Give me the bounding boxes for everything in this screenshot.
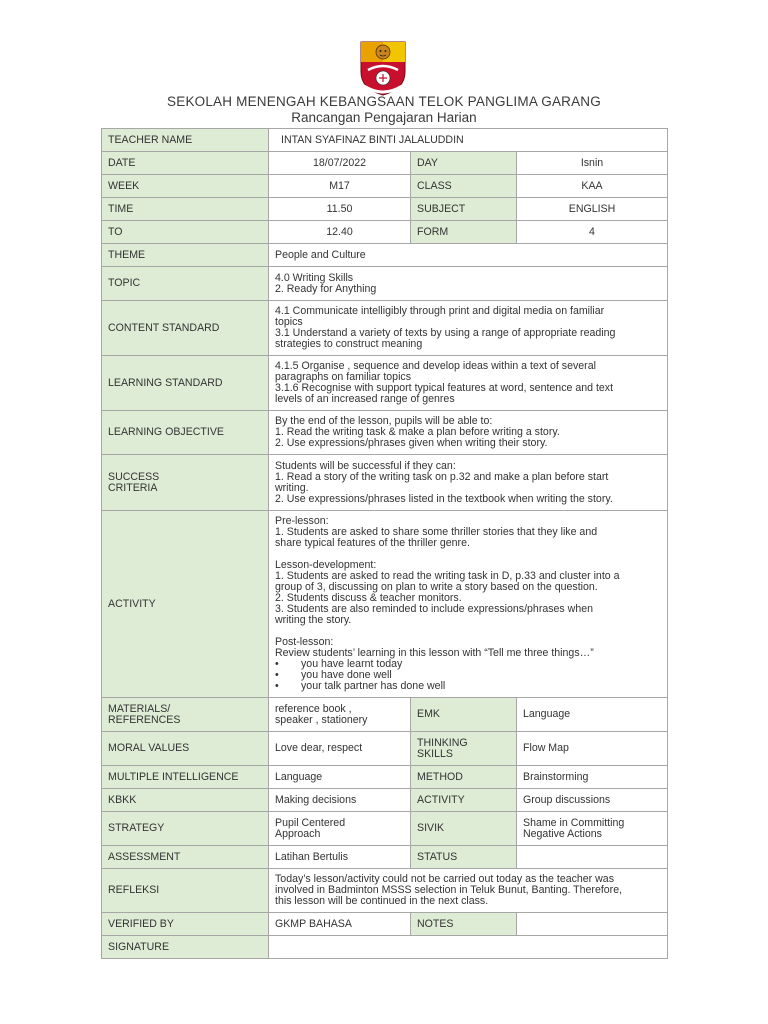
form-value: 4 — [517, 221, 668, 244]
text-line: Lesson-development: — [275, 559, 377, 571]
text-line: 1. Students are asked to read the writing task in D, p.33 and cluster into a — [275, 570, 620, 582]
text-line: paragraphs on familiar topics — [275, 371, 412, 383]
label-line: THINKING — [417, 736, 468, 749]
verified-by-label: VERIFIED BY — [102, 913, 269, 936]
materials-label — [102, 698, 269, 732]
subject-value: ENGLISH — [517, 198, 668, 221]
learning-standard-value — [269, 356, 668, 411]
table-row — [102, 244, 668, 267]
moral-values-label: MORAL VALUES — [102, 732, 269, 766]
materials-value — [269, 698, 411, 732]
subject-label: SUBJECT — [411, 198, 517, 221]
text-line: By the end of the lesson, pupils will be able to: — [275, 415, 493, 427]
activity-type-label: ACTIVITY — [411, 789, 517, 812]
date-value: 18/07/2022 — [269, 152, 411, 175]
learning-objective-label: LEARNING OBJECTIVE — [102, 411, 269, 455]
text-line: 1. Students are asked to share some thriller stories that they like and — [275, 526, 598, 538]
emk-value: Language — [517, 698, 668, 732]
sivik-label: SIVIK — [411, 812, 517, 846]
text-line: Post-lesson: — [275, 636, 334, 648]
text-line: writing. — [275, 481, 309, 494]
kbkk-value: Making decisions — [269, 789, 411, 812]
table-row — [102, 913, 668, 936]
text-line: reference book , — [275, 702, 352, 715]
to-value: 12.40 — [269, 221, 411, 244]
success-criteria-value — [269, 455, 668, 511]
text-line: this lesson will be continued in the next class. — [275, 895, 489, 907]
label-line: CRITERIA — [108, 481, 158, 494]
text-line: 3.1.6 Recognise with support typical features at word, sentence and text — [275, 382, 614, 394]
text-line: group of 3, discussing on plan to write a story based on the question. — [275, 581, 598, 593]
method-label: METHOD — [411, 766, 517, 789]
table-row — [102, 455, 668, 511]
text-line: topics — [275, 316, 303, 328]
moral-values-value: Love dear, respect — [269, 732, 411, 766]
text-line: Pre-lesson: — [275, 515, 329, 527]
strategy-label: STRATEGY — [102, 812, 269, 846]
day-label: DAY — [411, 152, 517, 175]
text-line: share typical features of the thriller genre. — [275, 537, 470, 549]
week-label: WEEK — [102, 175, 269, 198]
table-row — [102, 221, 668, 244]
verified-by-value: GKMP BAHASA — [269, 913, 411, 936]
time-value: 11.50 — [269, 198, 411, 221]
learning-objective-value — [269, 411, 668, 455]
text-line: 4.1 Communicate intelligibly through print and digital media on familiar — [275, 305, 605, 317]
table-row — [102, 766, 668, 789]
text-line: 2. Use expressions/phrases listed in the textbook when writing the story. — [275, 492, 613, 505]
content-standard-label: CONTENT STANDARD — [102, 301, 269, 356]
status-value — [517, 846, 668, 869]
teacher-name-label: TEACHER NAME — [102, 129, 269, 152]
table-row — [102, 152, 668, 175]
table-row — [102, 267, 668, 301]
multiple-intelligence-value: Language — [269, 766, 411, 789]
assessment-label: ASSESSMENT — [102, 846, 269, 869]
thinking-skills-label — [411, 732, 517, 766]
text-line: 2. Students discuss & teacher monitors. — [275, 592, 462, 604]
status-label: STATUS — [411, 846, 517, 869]
text-line: Pupil Centered — [275, 816, 346, 829]
strategy-value — [269, 812, 411, 846]
day-value: Isnin — [517, 152, 668, 175]
teacher-name-value: INTAN SYAFINAZ BINTI JALALUDDIN — [269, 129, 668, 152]
bullet-icon: • — [275, 669, 279, 681]
document-title: Rancangan Pengajaran Harian — [291, 110, 477, 125]
list-item-text: you have learnt today — [301, 658, 403, 670]
text-line: 3. Students are also reminded to include expressions/phrases when — [275, 603, 593, 615]
table-row — [102, 301, 668, 356]
text-line: 1. Read a story of the writing task on p.32 and make a plan before start — [275, 470, 609, 483]
text-line: 3.1 Understand a variety of texts by using a range of appropriate reading — [275, 327, 616, 339]
text-line: Approach — [275, 827, 321, 840]
list-item-text: you have done well — [301, 669, 392, 681]
class-value: KAA — [517, 175, 668, 198]
notes-label: NOTES — [411, 913, 517, 936]
refleksi-value — [269, 869, 668, 913]
bullet-icon: • — [275, 658, 279, 670]
text-line: levels of an increased range of genres — [275, 393, 455, 405]
text-line: involved in Badminton MSSS selection in Teluk Bunut, Banting. Therefore, — [275, 884, 623, 896]
text-line: 4.1.5 Organise , sequence and develop ideas within a text of several — [275, 360, 596, 372]
thinking-skills-value: Flow Map — [517, 732, 668, 766]
bullet-icon: • — [275, 680, 279, 692]
table-row — [102, 869, 668, 913]
text-line: writing the story. — [275, 614, 352, 626]
text-line: 2. Ready for Anything — [275, 282, 377, 295]
multiple-intelligence-label: MULTIPLE INTELLIGENCE — [102, 766, 269, 789]
text-line: Students will be successful if they can: — [275, 459, 456, 472]
label-line: SUCCESS — [108, 470, 160, 483]
table-row — [102, 175, 668, 198]
content-standard-value — [269, 301, 668, 356]
table-row — [102, 789, 668, 812]
text-line: Negative Actions — [523, 827, 602, 840]
lesson-plan-table — [101, 128, 668, 959]
time-label: TIME — [102, 198, 269, 221]
to-label: TO — [102, 221, 269, 244]
text-line: 1. Read the writing task & make a plan before writing a story. — [275, 426, 560, 438]
theme-value: People and Culture — [269, 244, 668, 267]
signature-label: SIGNATURE — [102, 936, 269, 959]
topic-value — [269, 267, 668, 301]
table-row — [102, 812, 668, 846]
activity-type-value: Group discussions — [517, 789, 668, 812]
text-line: strategies to construct meaning — [275, 338, 423, 350]
label-line: MATERIALS/ — [108, 702, 171, 715]
week-value: M17 — [269, 175, 411, 198]
school-name: SEKOLAH MENENGAH KEBANGSAAN TELOK PANGLIMA GARANG — [167, 94, 601, 109]
list-item-text: your talk partner has done well — [301, 680, 446, 692]
table-row — [102, 356, 668, 411]
form-label: FORM — [411, 221, 517, 244]
label-line: SKILLS — [417, 747, 453, 760]
kbkk-label: KBKK — [102, 789, 269, 812]
table-row — [102, 698, 668, 732]
table-row — [102, 411, 668, 455]
theme-label: THEME — [102, 244, 269, 267]
text-line: Today’s lesson/activity could not be carried out today as the teacher was — [275, 873, 614, 885]
text-line: Shame in Committing — [523, 816, 625, 829]
emk-label: EMK — [411, 698, 517, 732]
sivik-value — [517, 812, 668, 846]
assessment-value: Latihan Bertulis — [269, 846, 411, 869]
learning-standard-label: LEARNING STANDARD — [102, 356, 269, 411]
table-row — [102, 936, 668, 959]
table-row — [102, 198, 668, 221]
label-line: REFERENCES — [108, 713, 181, 726]
table-row — [102, 846, 668, 869]
refleksi-label: REFLEKSI — [102, 869, 269, 913]
table-row — [102, 129, 668, 152]
table-row — [102, 511, 668, 698]
text-line: 2. Use expressions/phrases given when writing their story. — [275, 437, 548, 449]
date-label: DATE — [102, 152, 269, 175]
success-criteria-label — [102, 455, 269, 511]
method-value: Brainstorming — [517, 766, 668, 789]
text-line: 4.0 Writing Skills — [275, 271, 354, 284]
text-line: Review students’ learning in this lesson with “Tell me three things…” — [275, 647, 594, 659]
topic-label: TOPIC — [102, 267, 269, 301]
school-crest-icon — [358, 40, 408, 96]
class-label: CLASS — [411, 175, 517, 198]
table-row — [102, 732, 668, 766]
list-item — [275, 681, 661, 692]
activity-label: ACTIVITY — [102, 511, 269, 698]
notes-value — [517, 913, 668, 936]
signature-value — [269, 936, 668, 959]
activity-value — [269, 511, 668, 698]
text-line: speaker , stationery — [275, 713, 368, 726]
